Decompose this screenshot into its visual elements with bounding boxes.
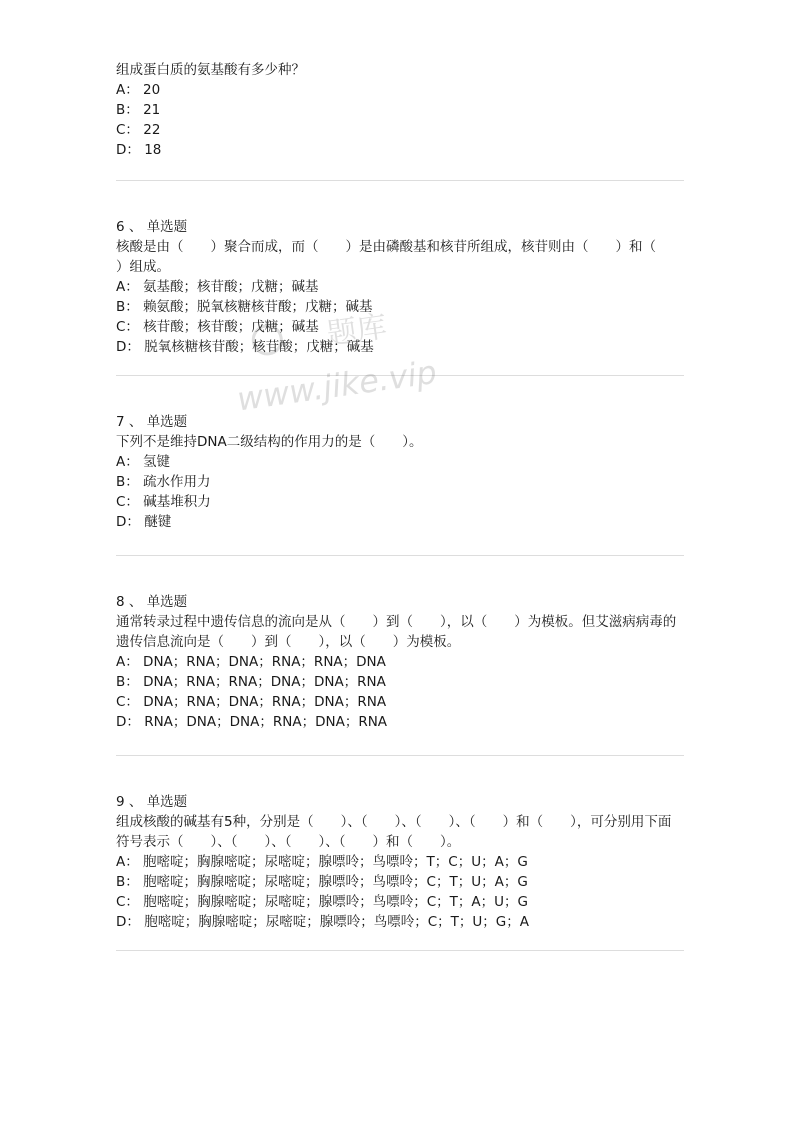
question-header: 8 、 单选题 <box>116 594 188 610</box>
option-c[interactable]: C： 胞嘧啶；胸腺嘧啶；尿嘧啶；腺嘌呤；鸟嘌呤；C；T；A；U；G <box>116 894 528 910</box>
option-d[interactable]: D： 18 <box>116 142 162 158</box>
option-c[interactable]: C： 核苷酸；核苷酸；戊糖；碱基 <box>116 319 319 335</box>
question-header: 7 、 单选题 <box>116 414 188 430</box>
option-a[interactable]: A： 氨基酸；核苷酸；戊糖；碱基 <box>116 279 319 295</box>
option-a[interactable]: A： DNA；RNA；DNA；RNA；RNA；DNA <box>116 654 386 670</box>
watermark-text-2: www.jike.vip <box>234 352 440 419</box>
divider <box>116 950 684 951</box>
question-9 <box>116 792 684 932</box>
divider <box>116 755 684 756</box>
option-a[interactable]: A： 胞嘧啶；胸腺嘧啶；尿嘧啶；腺嘌呤；鸟嘌呤；T；C；U；A；G <box>116 854 528 870</box>
question-text: 下列不是维持DNA二级结构的作用力的是（ ）。 <box>116 434 423 450</box>
question-6 <box>116 217 684 357</box>
question-header: 9 、 单选题 <box>116 794 188 810</box>
question-text: 通常转录过程中遗传信息的流向是从（ ）到（ ），以（ ）为模板。但艾滋病病毒的遗传信息流向是（ ）到（ ），以（ ）为模板。 <box>116 614 677 650</box>
option-c[interactable]: C： DNA；RNA；DNA；RNA；DNA；RNA <box>116 694 387 710</box>
option-d[interactable]: D： 醚键 <box>116 514 172 530</box>
option-d[interactable]: D： 胞嘧啶；胸腺嘧啶；尿嘧啶；腺嘌呤；鸟嘌呤；C；T；U；G；A <box>116 914 529 930</box>
option-a[interactable]: A： 氢键 <box>116 454 171 470</box>
question-text: 组成核酸的碱基有5种，分别是（ ）、（ ）、（ ）、（ ）和（ ），可分别用下面符号表示（ ）、（ ）、（ ）、（ ）和（ ）。 <box>116 814 672 850</box>
question-5 <box>116 60 684 160</box>
divider <box>116 555 684 556</box>
option-b[interactable]: B： 赖氨酸；脱氧核糖核苷酸；戊糖；碱基 <box>116 299 373 315</box>
question-8 <box>116 592 684 732</box>
option-b[interactable]: B： DNA；RNA；RNA；DNA；DNA；RNA <box>116 674 386 690</box>
option-c[interactable]: C： 碱基堆积力 <box>116 494 211 510</box>
divider <box>116 375 684 376</box>
question-header: 6 、 单选题 <box>116 219 188 235</box>
option-d[interactable]: D： 脱氧核糖核苷酸；核苷酸；戊糖；碱基 <box>116 339 374 355</box>
divider <box>116 180 684 181</box>
option-b[interactable]: B： 疏水作用力 <box>116 474 211 490</box>
question-7 <box>116 412 684 532</box>
question-text: 组成蛋白质的氨基酸有多少种？ <box>116 62 305 78</box>
watermark-text-1: 题库 <box>324 309 390 353</box>
question-text: 核酸是由（ ）聚合而成，而（ ）是由磷酸基和核苷所组成，核苷则由（ ）和（ ）组成。 <box>116 239 683 275</box>
option-b[interactable]: B： 21 <box>116 102 161 118</box>
option-c[interactable]: C： 22 <box>116 122 161 138</box>
option-a[interactable]: A： 20 <box>116 82 161 98</box>
option-d[interactable]: D： RNA；DNA；DNA；RNA；DNA；RNA <box>116 714 388 730</box>
option-b[interactable]: B： 胞嘧啶；胸腺嘧啶；尿嘧啶；腺嘌呤；鸟嘌呤；C；T；U；A；G <box>116 874 528 890</box>
